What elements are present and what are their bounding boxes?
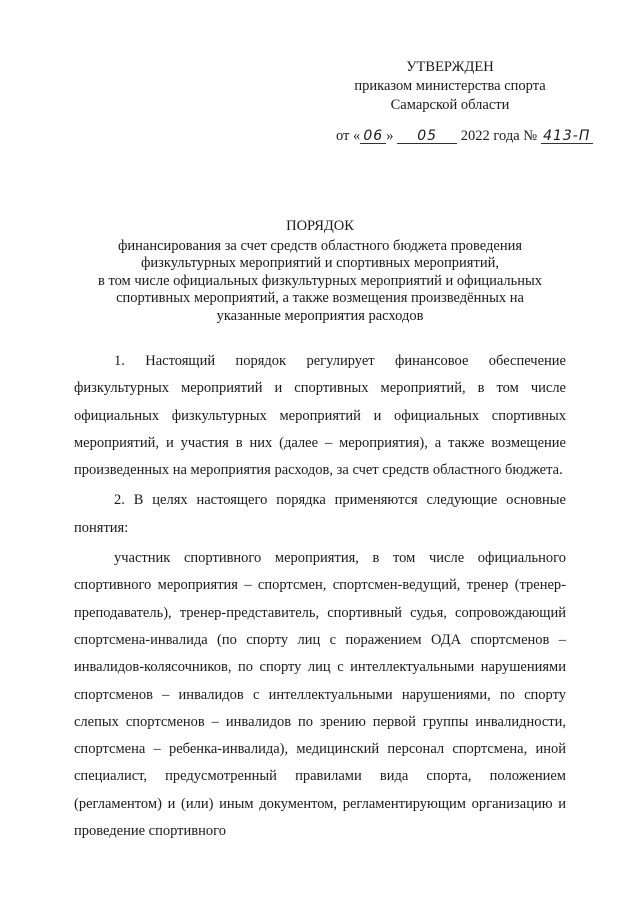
title-line: в том числе официальных физкультурных мероприятий и официальных [97,272,543,289]
title-line: спортивных мероприятий, а также возмещения произведённых на [116,290,524,306]
title-heading: ПОРЯДОК [286,218,354,234]
document-title [60,218,580,325]
approval-order-line: приказом министерства спорта [354,78,546,94]
approval-region-line: Самарской области [390,97,510,113]
approval-date-line [336,128,593,145]
title-line: финансирования за счет средств областного бюджета проведения [117,237,523,254]
date-month-handwritten: 05 [397,129,457,144]
approval-status: УТВЕРЖДЕН [406,59,494,75]
date-prefix: от « [336,128,361,144]
document-body [74,348,566,845]
approval-stamp [320,58,580,115]
paragraph-definition: участник спортивного мероприятия, в том числе официального спортивного мероприятия – спортсмен, спортсмен-ведущий, тренер (тренер-преподаватель), тренер-представитель, спортивный судья, сопровождающий спортсмена-инвалида (по спорту лиц с поражением ОДА спортсменов – инвалидов-колясочников, по спорту лиц с интеллектуальными нарушениями спортсменов – инвалидов с интеллектуальными нарушениями, по спорту слепых спортсменов – инвалидов по зрению первой группы инвалидности, спортсмена – ребенка-инвалида), медицинский персонал спортсмена, иной специалист, предусмотренный правилами вида спорта, положением (регламентом) и (или) иным документом, регламентирующим организацию и проведение спортивного [74,550,566,840]
order-number-handwritten: 413-П [541,129,593,144]
date-quote-close: » [386,128,394,144]
title-line: физкультурных мероприятий и спортивных мероприятий, [141,255,499,271]
paragraph-2: 2. В целях настоящего порядка применяются следующие основные понятия: [74,492,566,536]
date-day-handwritten: 06 [360,129,386,144]
title-line: указанные мероприятия расходов [216,307,424,324]
paragraph-1: 1. Настоящий порядок регулирует финансовое обеспечение физкультурных мероприятий и спортивных мероприятий, в том числе официальных физкультурных мероприятий и официальных спортивных мероприятий, и участия в них (далее – мероприятия), а также возмещение произведенных на мероприятия расходов, за счет средств областного бюджета. [74,353,566,479]
date-year-text: 2022 года № [460,128,538,144]
